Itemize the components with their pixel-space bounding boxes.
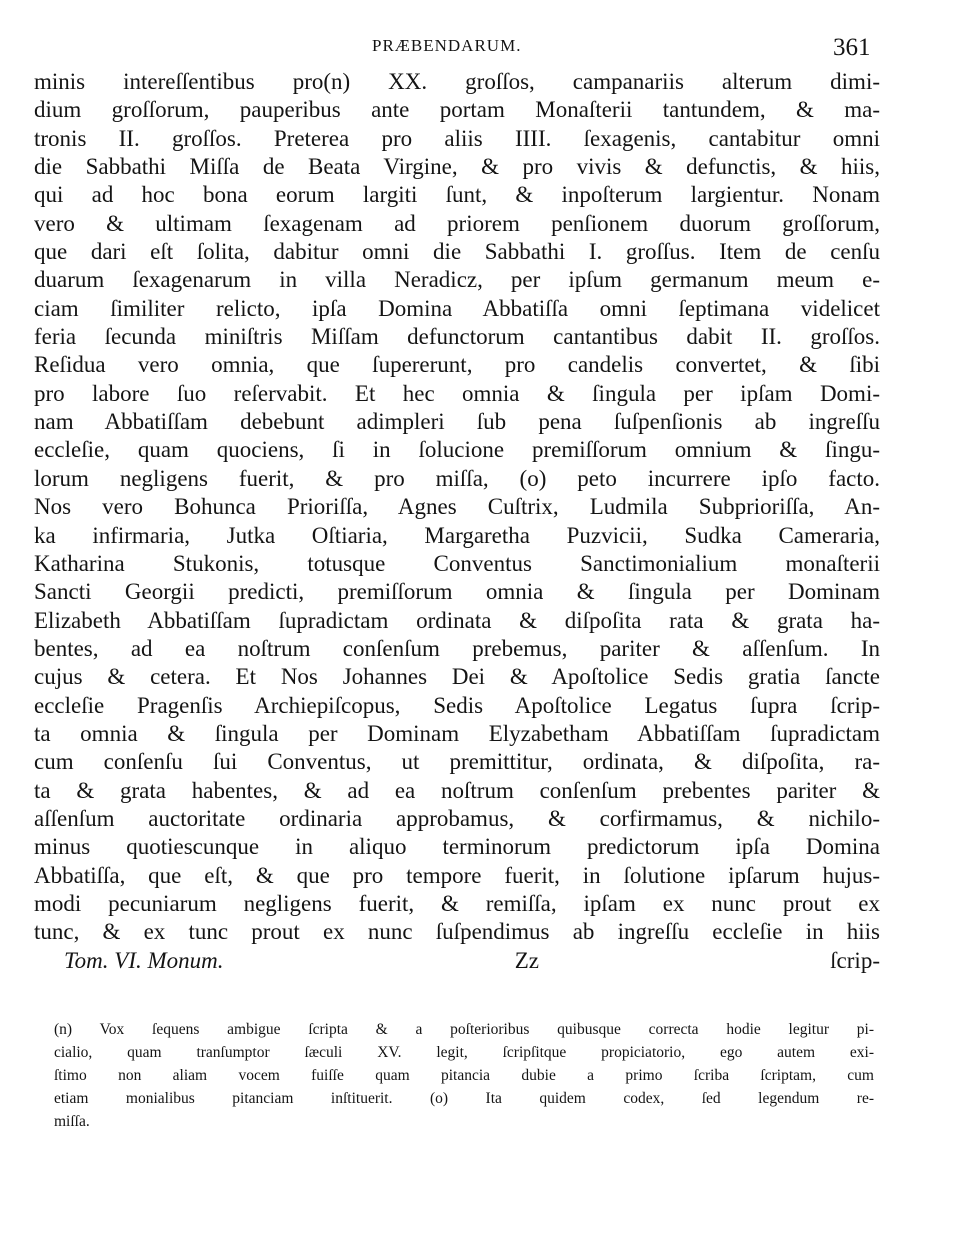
footnote-line: miſſa. — [54, 1113, 90, 1130]
text-line: bentes, ad ea noſtrum conſenſum prebemus, pariter & aſſenſum. In — [34, 635, 880, 661]
footnotes — [54, 1018, 874, 1133]
text-line: cujus & cetera. Et Nos Johannes Dei & Apoſtolice Sedis gratia ſancte — [34, 664, 880, 690]
text-line: tunc, & ex tunc prout ex nunc ſuſpendimus ab ingreſſu eccleſie in hiis — [34, 919, 880, 945]
running-head — [0, 34, 960, 64]
volume-mark: Tom. VI. Monum. — [64, 947, 224, 973]
text-line: Sancti Georgii predicti, premiſſorum omnia & ſingula per Dominam — [34, 579, 880, 605]
text-line: eccleſie Pragenſis Archiepiſcopus, Sedis Apoſtolice Legatus ſupra ſcrip- — [34, 692, 880, 718]
text-line: tronis II. groſſos. Preterea pro aliis IIII. ſexagenis, cantabitur omni — [34, 125, 880, 151]
text-line: duarum ſexagenarum in villa Neradicz, per ipſum germanum meum e- — [34, 267, 880, 293]
text-line: pro labore ſuo reſervabit. Et hec omnia & ſingula per ipſam Domi- — [34, 380, 880, 406]
text-line: aſſenſum auctoritate ordinaria approbamus, & corfirmamus, & nichilo- — [34, 805, 880, 831]
footnote-line: etiam monialibus pitanciam inſtituerit. (o) Ita quidem codex, ſed legendum re- — [54, 1090, 874, 1107]
text-line: modi pecuniarum negligens fuerit, & remiſſa, ipſam ex nunc prout ex — [34, 890, 880, 916]
signature-line — [34, 947, 880, 975]
text-line: ciam ſimiliter relicto, ipſa Domina Abbatiſſa omni ſeptimana videlicet — [34, 295, 880, 321]
footnote-line: (n) Vox ſequens ambigue ſcripta & a poſterioribus quibusque correcta hodie legitur pi- — [54, 1021, 874, 1038]
text-line: dium groſſorum, pauperibus ante portam Monaſterii tantundem, & ma- — [34, 97, 880, 123]
text-line: minis intereſſentibus pro(n) XX. groſſos, campanariis alterum dimi- — [34, 69, 880, 94]
signature-mark: Zz — [514, 947, 539, 973]
text-line: eccleſie, quam quociens, ſi in ſolucione premiſſorum omnium & ſingu- — [34, 437, 880, 463]
text-line: Nos vero Bohunca Prioriſſa, Agnes Cuſtrix, Ludmila Subprioriſſa, An- — [34, 494, 880, 520]
text-line: ta & grata habentes, & ad ea noſtrum conſenſum prebentes pariter & — [34, 777, 880, 803]
text-line: que dari eſt ſolita, dabitur omni die Sabbathi I. groſſus. Item de cenſu — [34, 239, 880, 265]
catchword: ſcrip- — [830, 947, 880, 973]
text-line: Abbatiſſa, que eſt, & que pro tempore fuerit, in ſolutione ipſarum hujus- — [34, 862, 880, 888]
text-line: ta omnia & ſingula per Dominam Elyzabetham Abbatiſſam ſupradictam — [34, 720, 880, 746]
text-line: cum conſenſu ſui Conventus, ut premittitur, ordinata, & diſpoſita, ra- — [34, 749, 880, 775]
text-line: feria ſecunda miniſtris Miſſam defunctorum cantantibus dabit II. groſſos. — [34, 324, 880, 350]
text-line: Elizabeth Abbatiſſam ſupradictam ordinata & diſpoſita rata & grata ha- — [34, 607, 880, 633]
text-line: vero & ultimam ſexagenam ad priorem penſionem duorum groſſorum, — [34, 210, 880, 236]
footnote-line: cialio, quam tranſumptor ſæculi XV. legit, ſcripſitque propiciatorio, ego autem exi- — [54, 1044, 874, 1061]
text-line: Katharina Stukonis, totusque Conventus Sanctimonialium monaſterii — [34, 550, 880, 576]
page-number: 361 — [833, 34, 871, 61]
text-line: die Sabbathi Miſſa de Beata Virgine, & pro vivis & defunctis, & hiis, — [34, 154, 880, 180]
text-line: minus quotiescunque in aliquo terminorum predictorum ipſa Domina — [34, 834, 880, 860]
text-line: Reſidua vero omnia, que ſupererunt, pro candelis convertet, & ſibi — [34, 352, 880, 378]
running-title: PRÆBENDARUM. — [372, 36, 522, 55]
main-text — [34, 68, 880, 975]
text-line: nam Abbatiſſam debebunt adimpleri ſub pena ſuſpenſionis ab ingreſſu — [34, 409, 880, 435]
text-line: qui ad hoc bona eorum largiti ſunt, & inpoſterum largientur. Nonam — [34, 182, 880, 208]
footnote-line: ſtimo non aliam vocem fuiſſe quam pitancia dubie a primo ſcriba ſcriptam, cum — [54, 1067, 874, 1084]
text-line: lorum negligens fuerit, & pro miſſa, (o) peto incurrere ipſo facto. — [34, 465, 880, 491]
text-line: ka infirmaria, Jutka Oſtiaria, Margaretha Puzvicii, Sudka Cameraria, — [34, 522, 880, 548]
